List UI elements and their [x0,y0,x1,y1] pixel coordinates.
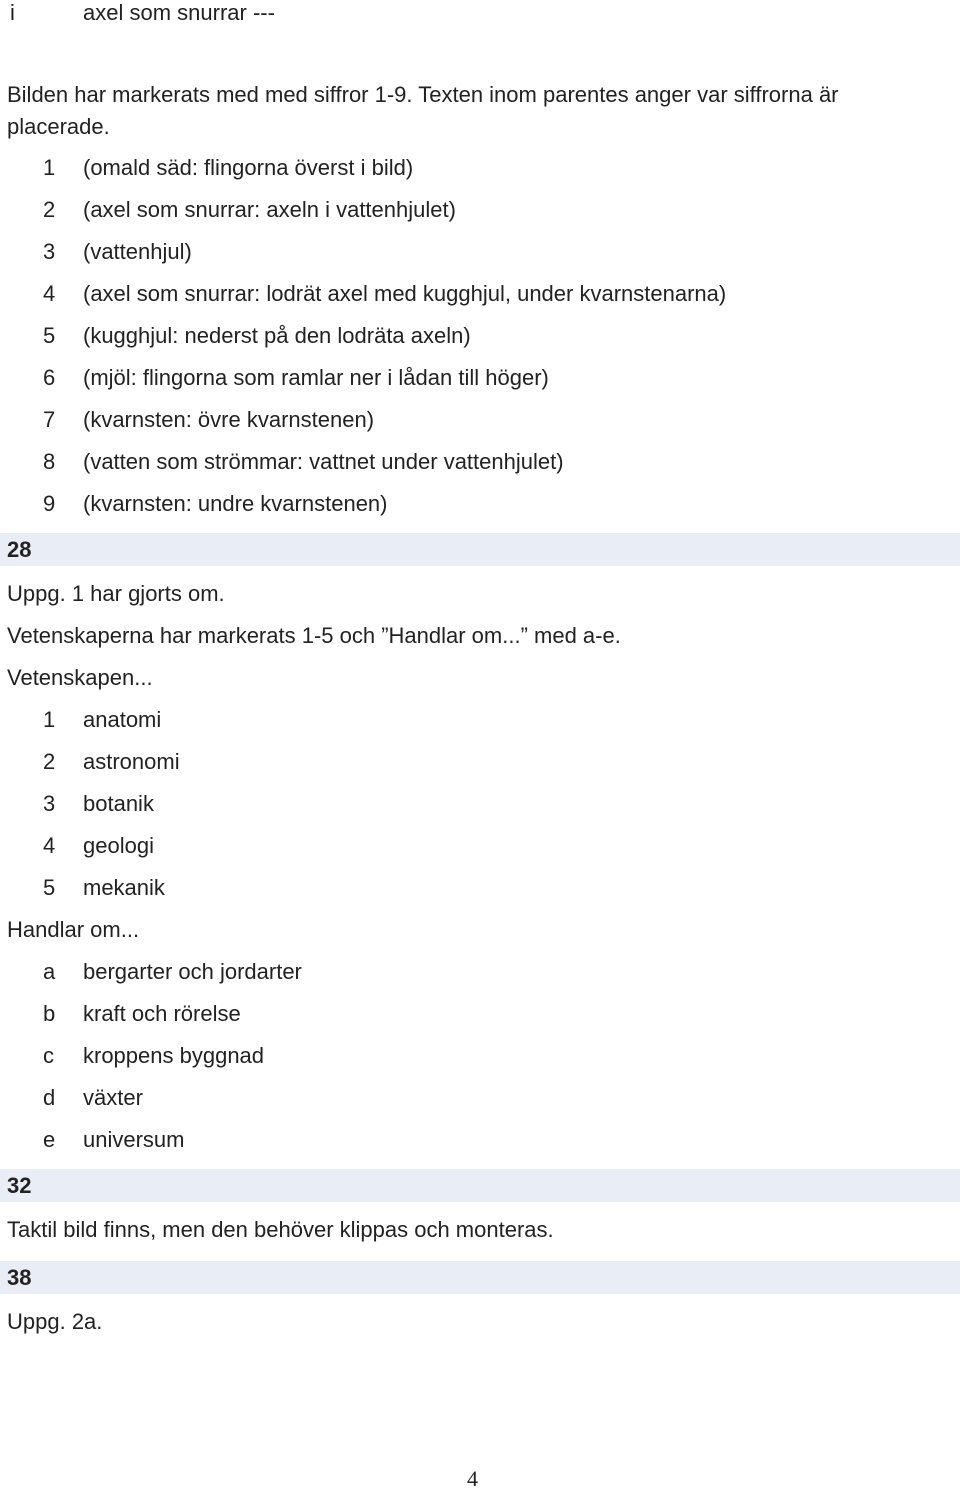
intro-paragraph: Bilden har markerats med med siffror 1-9. Texten inom parentes anger var siffrorna är placerade. [7,82,839,139]
section-number: 38 [7,1265,32,1290]
list-item-key: i [10,0,15,25]
sciences-heading: Vetenskapen... [7,665,153,690]
list-item-text: (vatten som strömmar: vattnet under vattenhjulet) [83,449,564,474]
section-number: 32 [7,1173,32,1198]
list-item-text: (kvarnsten: övre kvarnstenen) [83,407,375,432]
list-item-key: a [43,959,56,984]
list-item-key: 2 [43,197,56,222]
list-item-key: 3 [43,239,56,264]
list-item-text: (vattenhjul) [83,239,192,264]
list-item-text: (axel som snurrar: lodrät axel med kugghjul, under kvarnstenarna) [83,281,727,306]
list-item-key: 5 [43,875,56,900]
list-item-text: (omald säd: flingorna överst i bild) [83,155,414,180]
list-item-key: 1 [43,707,56,732]
section-32-text: Taktil bild finns, men den behöver klippas och monteras. [7,1217,554,1242]
section-28-line-2: Vetenskaperna har markerats 1-5 och ”Handlar om...” med a-e. [7,623,621,648]
section-header-32 [0,1169,960,1202]
list-item-key: b [43,1001,56,1026]
list-item-key: 7 [43,407,56,432]
list-item-key: 3 [43,791,56,816]
list-item-key: 2 [43,749,56,774]
list-item-text: växter [83,1085,143,1110]
list-item-text: botanik [83,791,154,816]
list-item-text: mekanik [83,875,165,900]
section-number: 28 [7,537,32,562]
list-item-key: 8 [43,449,56,474]
list-item-text: axel som snurrar --- [83,0,275,25]
list-item-key: 4 [43,281,56,306]
list-item-text: (kugghjul: nederst på den lodräta axeln) [83,323,471,348]
list-item-text: anatomi [83,707,162,732]
list-item-key: 5 [43,323,56,348]
list-item-key: d [43,1085,56,1110]
list-item-text: (kvarnsten: undre kvarnstenen) [83,491,388,516]
list-item-text: kraft och rörelse [83,1001,241,1026]
list-item-text: astronomi [83,749,180,774]
list-item-text: universum [83,1127,185,1152]
section-28-line-1: Uppg. 1 har gjorts om. [7,581,225,606]
list-item-text: (axel som snurrar: axeln i vattenhjulet) [83,197,456,222]
list-item-key: 1 [43,155,56,180]
list-item-key: 4 [43,833,56,858]
section-header-38 [0,1261,960,1294]
list-item-text: geologi [83,833,154,858]
page-number: 4 [467,1466,478,1491]
section-38-text: Uppg. 2a. [7,1309,103,1334]
list-item-text: bergarter och jordarter [83,959,302,984]
list-item-key: 6 [43,365,56,390]
list-item-key: e [43,1127,56,1152]
list-item-key: 9 [43,491,56,516]
topics-heading: Handlar om... [7,917,140,942]
section-header-28 [0,533,960,566]
list-item-text: (mjöl: flingorna som ramlar ner i lådan till höger) [83,365,549,390]
list-item-key: c [43,1043,54,1068]
list-item-text: kroppens byggnad [83,1043,265,1068]
